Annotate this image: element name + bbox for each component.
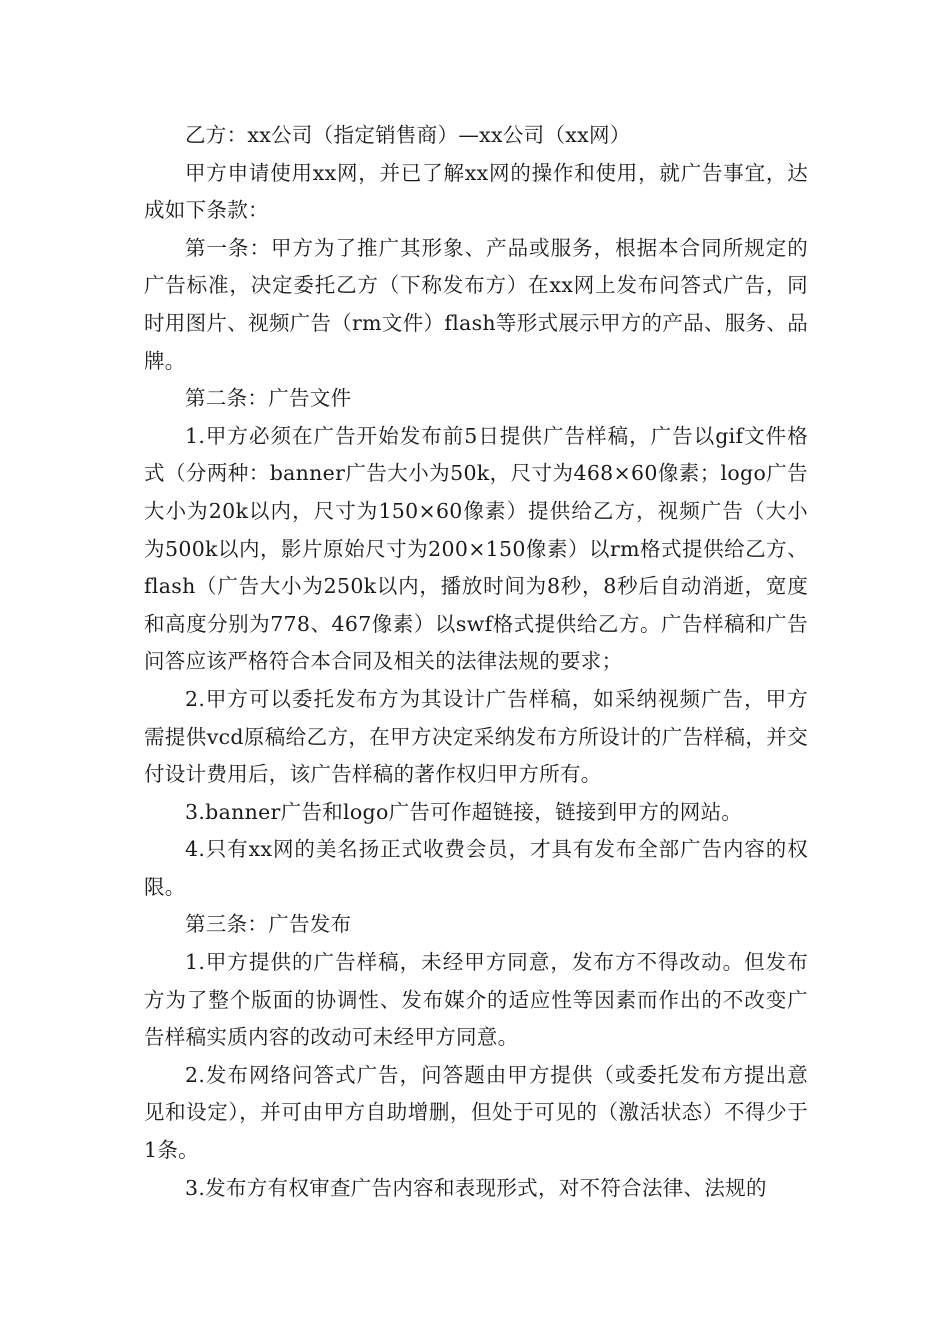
paragraph-article-2-item-1: 1.甲方必须在广告开始发布前5日提供广告样稿，广告以gif文件格式（分两种：banner广告大小为50k，尺寸为468×60像素；logo广告大小为20k以内，尺寸为150×60像素）提供给乙方，视频广告（大小为500k以内，影片原始尺寸为200×150像素）以rm格式提供给乙方、flash（广告大小为250k以内，播放时间为8秒，8秒后自动消逝，宽度和高度分别为778、467像素）以swf格式提供给乙方。广告样稿和广告问答应该严格符合本合同及相关的法律法规的要求； [144, 423, 808, 674]
heading-article-3: 第三条：广告发布 [185, 912, 352, 937]
paragraph-party-b: 乙方：xx公司（指定销售商）—xx公司（xx网） [185, 123, 631, 147]
paragraph-article-1: 第一条：甲方为了推广其形象、产品或服务，根据本合同所规定的广告标准，决定委托乙方（下称发布方）在xx网上发布问答式广告，同时用图片、视频广告（rm文件）flash等形式展示甲方的产品、服务、品牌。 [144, 235, 808, 373]
paragraph-article-2-item-4: 4.只有xx网的美名扬正式收费会员，才具有发布全部广告内容的权限。 [144, 837, 808, 899]
paragraph-intro: 甲方申请使用xx网，并已了解xx网的操作和使用，就广告事宜，达成如下条款： [144, 160, 808, 223]
paragraph-article-3-item-1: 1.甲方提供的广告样稿，未经甲方同意，发布方不得改动。但发布方为了整个版面的协调性、发布媒介的适应性等因素而作出的不改变广告样稿实质内容的改动可未经甲方同意。 [144, 950, 808, 1050]
paragraph-article-2-item-3: 3.banner广告和logo广告可作超链接，链接到甲方的网站。 [185, 799, 743, 824]
heading-article-2: 第二条：广告文件 [185, 386, 352, 411]
paragraph-article-3-item-3: 3.发布方有权审查广告内容和表现形式，对不符合法律、法规的 [185, 1175, 767, 1200]
paragraph-article-2-item-2: 2.甲方可以委托发布方为其设计广告样稿，如采纳视频广告，甲方需提供vcd原稿给乙方，在甲方决定采纳发布方所设计的广告样稿，并交付设计费用后，该广告样稿的著作权归甲方所有。 [144, 686, 808, 787]
document-body [144, 117, 808, 1207]
paragraph-article-3-item-2: 2.发布网络问答式广告，问答题由甲方提供（或委托发布方提出意见和设定），并可由甲方自助增删，但处于可见的（激活状态）不得少于1条。 [144, 1062, 808, 1163]
